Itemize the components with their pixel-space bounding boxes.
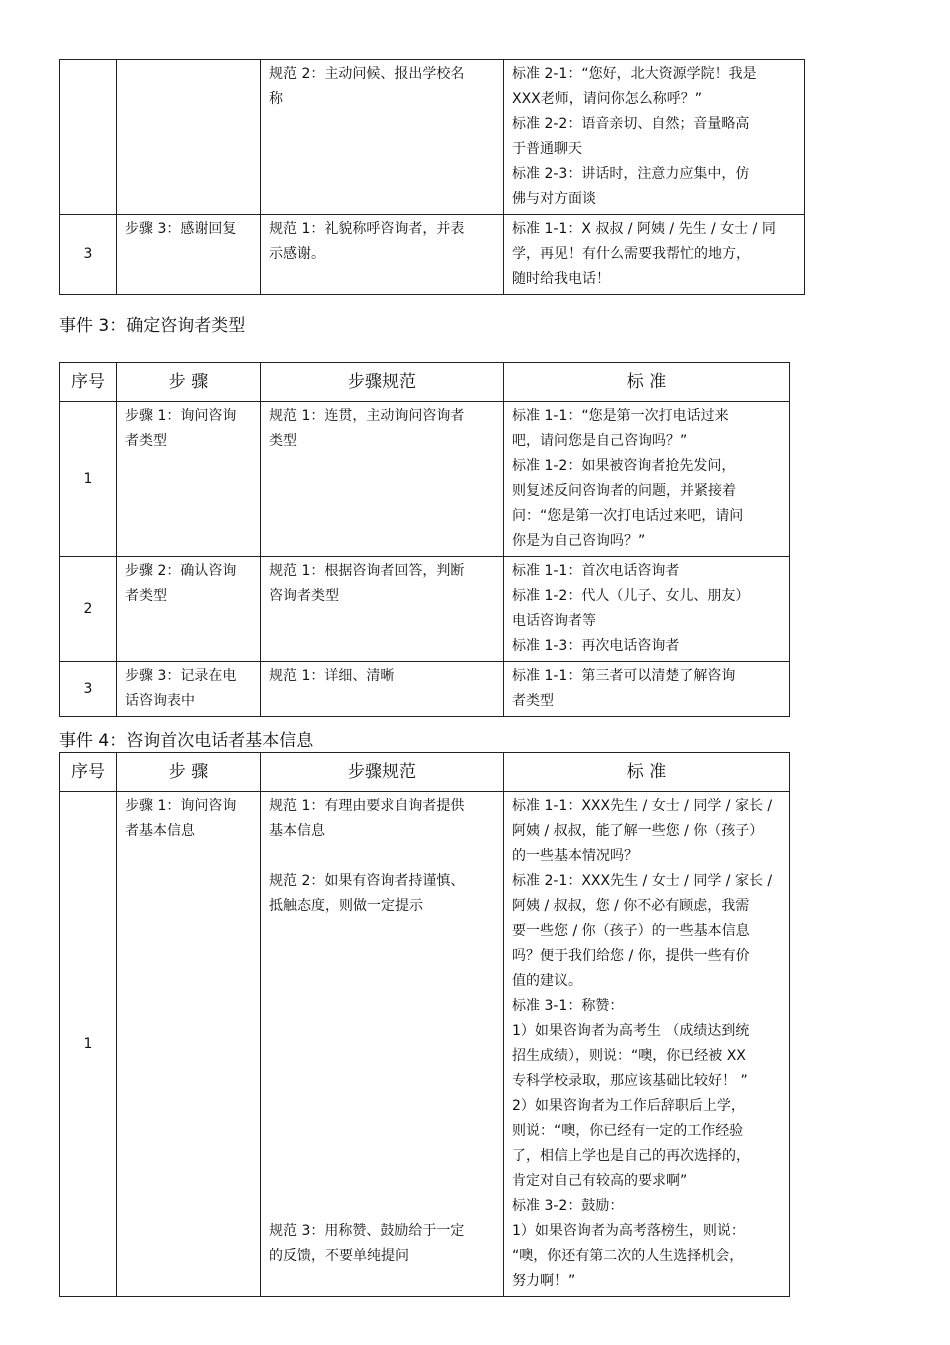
text-line: 努力啊！” (512, 1273, 576, 1289)
text-line: 者基本信息 (125, 823, 195, 839)
text-line: 标准 1-3：再次电话咨询者 (512, 638, 680, 654)
text-line: 阿姨 / 叔叔，能了解一些您 / 你（孩子） (512, 823, 764, 839)
step-cell (117, 402, 261, 557)
event4-title: 事件 4：咨询首次电话者基本信息 (59, 731, 314, 751)
table-row (60, 215, 805, 295)
header-spec: 步骤规范 (261, 363, 504, 402)
text-line: “噢，你还有第二次的人生选择机会， (512, 1248, 744, 1264)
text-line: 吧，请问您是自己咨询吗？” (512, 433, 688, 449)
standard-cell (504, 402, 790, 557)
text-line: 步骤 1：询问咨询 (125, 798, 237, 814)
text-line: 佛与对方面谈 (512, 191, 596, 207)
text-line: 问：“您是第一次打电话过来吧，请问 (512, 508, 744, 524)
text-line: 标准 3-2：鼓励： (512, 1198, 624, 1214)
text-line: 规范 2：主动问候、报出学校名 (269, 66, 465, 82)
spec-cell (261, 662, 504, 717)
text-line: 你是为自己咨询吗？” (512, 533, 646, 549)
text-line: 规范 1：礼貌称呼咨询者，并表 (269, 221, 465, 237)
text-line: 要一些您 / 你（孩子）的一些基本信息 (512, 923, 750, 939)
step-cell (117, 215, 261, 295)
table-row (60, 60, 805, 215)
row-number: 3 (60, 215, 117, 295)
text-line: 步骤 3：记录在电 (125, 668, 237, 684)
text-line: 标准 1-2：如果被咨询者抢先发问， (512, 458, 736, 474)
text-line: 者类型 (125, 433, 167, 449)
spec-cell (261, 557, 504, 662)
table-header-row (60, 363, 790, 402)
text-line: 者类型 (125, 588, 167, 604)
text-line: 标准 1-1：第三者可以清楚了解咨询 (512, 668, 736, 684)
text-line: 2）如果咨询者为工作后辞职后上学， (512, 1098, 745, 1114)
text-line: 阿姨 / 叔叔，您 / 你不必有顾虑，我需 (512, 898, 750, 914)
text-line: 的一些基本情况吗？ (512, 848, 638, 864)
text-line: 的反馈，不要单纯提问 (269, 1248, 409, 1264)
table-row (60, 662, 790, 717)
text-line: 1）如果咨询者为高考生 （成绩达到统 (512, 1023, 750, 1039)
row-number: 2 (60, 557, 117, 662)
text-line: 基本信息 (269, 823, 325, 839)
text-line: 标准 1-1：“您是第一次打电话过来 (512, 408, 729, 424)
text-line: 值的建议。 (512, 973, 582, 989)
text-line: 吗？便于我们给您 / 你，提供一些有价 (512, 948, 750, 964)
text-line: 了，相信上学也是自己的再次选择的， (512, 1148, 750, 1164)
text-line: 于普通聊天 (512, 141, 582, 157)
text-line: 步骤 1：询问咨询 (125, 408, 237, 424)
table-row (60, 792, 790, 1297)
text-line: 规范 1：详细、清晰 (269, 668, 395, 684)
text-line: 标准 2-3：讲话时，注意力应集中，仿 (512, 166, 750, 182)
event3-table (59, 362, 790, 717)
standard-cell (504, 60, 805, 215)
text-line: 标准 1-1：XXX先生 / 女士 / 同学 / 家长 / (512, 798, 773, 814)
text-line: 随时给我电话！ (512, 271, 610, 287)
header-step: 步 骤 (117, 753, 261, 792)
text-line: 标准 3-1：称赞： (512, 998, 624, 1014)
step-cell (117, 557, 261, 662)
top-table (59, 59, 805, 295)
row-number: 1 (60, 792, 117, 1297)
row-number (60, 60, 117, 215)
step-cell (117, 60, 261, 215)
row-number: 3 (60, 662, 117, 717)
spec-cell (261, 402, 504, 557)
header-number: 序号 (60, 363, 117, 402)
spec-cell (261, 60, 504, 215)
text-line: 则复述反问咨询者的问题，并紧接着 (512, 483, 736, 499)
spec-cell (261, 215, 504, 295)
text-line: 咨询者类型 (269, 588, 339, 604)
text-line: 标准 1-2：代人（儿子、女儿、朋友） (512, 588, 750, 604)
text-line: 规范 2：如果有咨询者持谨慎、 (269, 873, 465, 889)
text-line: 专科学校录取，那应该基础比较好！ ” (512, 1073, 748, 1089)
standard-cell (504, 215, 805, 295)
text-line: 步骤 2：确认咨询 (125, 563, 237, 579)
text-line: 抵触态度，则做一定提示 (269, 898, 423, 914)
text-line: 则说：“噢，你已经有一定的工作经验 (512, 1123, 744, 1139)
text-line: 1）如果咨询者为高考落榜生，则说： (512, 1223, 745, 1239)
text-line: 标准 1-1：首次电话咨询者 (512, 563, 680, 579)
text-line: 称 (269, 91, 283, 107)
text-line: 标准 2-1：XXX先生 / 女士 / 同学 / 家长 / (512, 873, 773, 889)
text-line: 规范 1：有理由要求自询者提供 (269, 798, 465, 814)
text-line: 标准 1-1：X 叔叔 / 阿姨 / 先生 / 女士 / 同 (512, 221, 776, 237)
text-line: 学，再见！有什么需要我帮忙的地方， (512, 246, 750, 262)
step-cell (117, 662, 261, 717)
event3-title: 事件 3：确定咨询者类型 (59, 316, 246, 336)
header-step: 步 骤 (117, 363, 261, 402)
spec-cell (261, 792, 504, 1297)
row-number: 1 (60, 402, 117, 557)
standard-cell (504, 792, 790, 1297)
text-line: 示感谢。 (269, 246, 325, 262)
text-line: 标准 2-2：语音亲切、自然；音量略高 (512, 116, 750, 132)
text-line: 肯定对自己有较高的要求啊” (512, 1173, 688, 1189)
table-header-row (60, 753, 790, 792)
text-line: 话咨询表中 (125, 693, 195, 709)
text-line: 招生成绩），则说：“噢，你已经被 XX (512, 1048, 746, 1064)
text-line: XXX老师，请问你怎么称呼？” (512, 91, 703, 107)
step-cell (117, 792, 261, 1297)
text-line: 规范 1：根据咨询者回答，判断 (269, 563, 465, 579)
event4-table (59, 752, 790, 1297)
text-line: 标准 2-1：“您好，北大资源学院！我是 (512, 66, 757, 82)
text-line: 规范 3：用称赞、鼓励给于一定 (269, 1223, 465, 1239)
header-standard: 标 准 (504, 363, 790, 402)
header-standard: 标 准 (504, 753, 790, 792)
standard-cell (504, 557, 790, 662)
text-line: 步骤 3：感谢回复 (125, 221, 237, 237)
text-line: 电话咨询者等 (512, 613, 596, 629)
text-line: 者类型 (512, 693, 554, 709)
text-line: 类型 (269, 433, 297, 449)
table-row (60, 402, 790, 557)
standard-cell (504, 662, 790, 717)
table-row (60, 557, 790, 662)
text-line: 规范 1：连贯，主动询问咨询者 (269, 408, 465, 424)
header-spec: 步骤规范 (261, 753, 504, 792)
header-number: 序号 (60, 753, 117, 792)
